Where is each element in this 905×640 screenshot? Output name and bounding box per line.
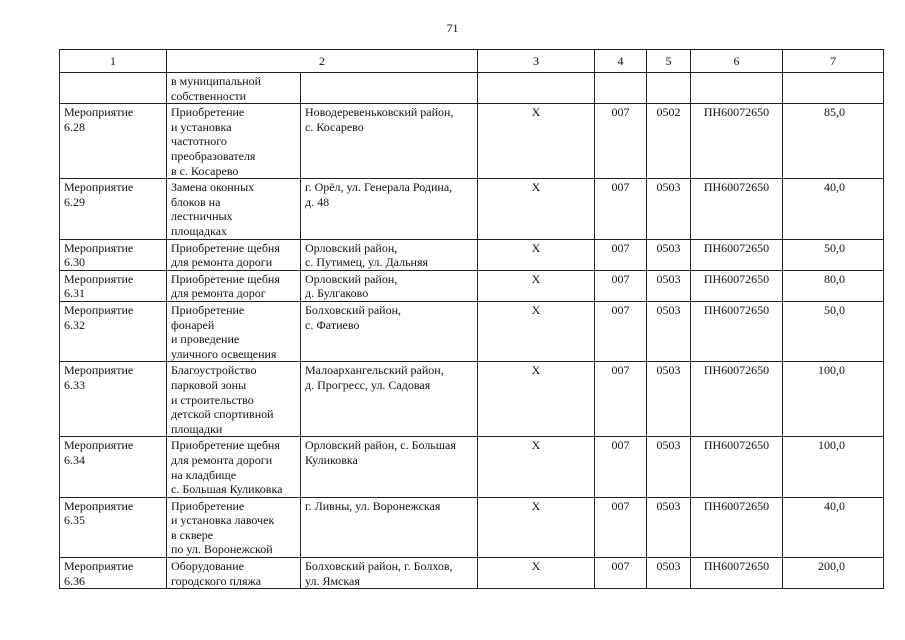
cell-place xyxy=(301,104,478,179)
text-line: Приобретение щебня xyxy=(171,271,280,286)
text-line: Куликовка xyxy=(305,452,358,467)
text-line: площадках xyxy=(171,223,228,238)
table-row xyxy=(60,239,884,270)
text-line: Мероприятие xyxy=(64,302,134,317)
cell-place xyxy=(301,301,478,361)
text-line: и проведение xyxy=(171,332,240,347)
text-line: 6.32 xyxy=(64,317,85,332)
cell-c7: 50,0 xyxy=(783,301,884,361)
header-cell: 3 xyxy=(478,50,595,73)
text-line: Орловский район, с. Большая xyxy=(305,438,456,453)
header-row xyxy=(60,50,884,73)
cell-c5: 0503 xyxy=(647,270,691,301)
budget-table xyxy=(59,49,884,589)
table-row xyxy=(60,497,884,557)
cell-name xyxy=(167,362,301,437)
cell-c7: 85,0 xyxy=(783,104,884,179)
table-row xyxy=(60,558,884,589)
page-number: 71 xyxy=(446,21,459,35)
cell-c6: ПН60072650 xyxy=(691,239,783,270)
text-line: и установка xyxy=(171,119,232,134)
cell-c7: 100,0 xyxy=(783,362,884,437)
cell-c5: 0503 xyxy=(647,362,691,437)
text-line: Приобретение xyxy=(171,498,245,513)
cell-id xyxy=(60,104,167,179)
text-line: Болховский район, xyxy=(305,302,402,317)
cell-name xyxy=(167,179,301,239)
text-line: Мероприятие xyxy=(64,105,134,120)
header-cell: 2 xyxy=(167,50,478,73)
cell-place xyxy=(301,270,478,301)
cell-c6: ПН60072650 xyxy=(691,437,783,497)
cell-place xyxy=(301,362,478,437)
text-line: площадки xyxy=(171,421,223,436)
cell-c6: ПН60072650 xyxy=(691,104,783,179)
cell-c3: Х xyxy=(478,239,595,270)
text-line: городского пляжа xyxy=(171,573,262,588)
text-line: блоков на xyxy=(171,194,221,209)
cell-c5: 0503 xyxy=(647,179,691,239)
text-line: на кладбище xyxy=(171,467,237,482)
cell-place xyxy=(301,558,478,589)
text-line: Оборудование xyxy=(171,559,244,574)
cell-c5: 0503 xyxy=(647,301,691,361)
cell-c3: Х xyxy=(478,362,595,437)
table-row xyxy=(60,437,884,497)
text-line: фонарей xyxy=(171,317,215,332)
cell-c6: ПН60072650 xyxy=(691,301,783,361)
cell-c4: 007 xyxy=(595,270,647,301)
header-cell: 7 xyxy=(783,50,884,73)
cell-c4: 007 xyxy=(595,558,647,589)
text-line: детской спортивной xyxy=(171,407,274,422)
cell-place xyxy=(301,179,478,239)
cell-c7: 50,0 xyxy=(783,239,884,270)
cell-col7 xyxy=(783,73,884,104)
cell-c7: 100,0 xyxy=(783,437,884,497)
cell-c4: 007 xyxy=(595,179,647,239)
text-line: 6.31 xyxy=(64,286,85,301)
text-line: Мероприятие xyxy=(64,498,134,513)
cell-id xyxy=(60,362,167,437)
table-row xyxy=(60,179,884,239)
cell-c7: 200,0 xyxy=(783,558,884,589)
text-line: Орловский район, xyxy=(305,271,398,286)
text-line: по ул. Воронежской xyxy=(171,542,273,557)
text-line: в муниципальной xyxy=(171,74,262,88)
cell-name xyxy=(167,104,301,179)
text-line: с. Большая Куликовка xyxy=(171,482,283,497)
cell-id xyxy=(60,73,167,104)
text-line: 6.35 xyxy=(64,513,85,528)
table-row xyxy=(60,104,884,179)
cell-c6: ПН60072650 xyxy=(691,497,783,557)
cell-c6: ПН60072650 xyxy=(691,558,783,589)
cell-col3 xyxy=(478,73,595,104)
cell-c3: Х xyxy=(478,437,595,497)
text-line: г. Ливны, ул. Воронежская xyxy=(305,498,441,513)
cell-c5: 0503 xyxy=(647,437,691,497)
text-line: Приобретение щебня xyxy=(171,438,280,453)
table-row xyxy=(60,362,884,437)
cell-c4: 007 xyxy=(595,437,647,497)
header-cell: 5 xyxy=(647,50,691,73)
cell-place xyxy=(301,497,478,557)
cell-name xyxy=(167,437,301,497)
cell-c6: ПН60072650 xyxy=(691,179,783,239)
header-cell: 1 xyxy=(60,50,167,73)
table-row xyxy=(60,301,884,361)
cell-col6 xyxy=(691,73,783,104)
cell-id xyxy=(60,558,167,589)
text-line: Новодеревеньковский район, xyxy=(305,105,454,120)
header-cell: 6 xyxy=(691,50,783,73)
text-line: Орловский район, xyxy=(305,240,398,255)
text-line: 6.36 xyxy=(64,573,85,588)
text-line: 6.34 xyxy=(64,452,85,467)
cell-place xyxy=(301,73,478,104)
text-line: с. Косарево xyxy=(305,119,364,134)
text-line: д. 48 xyxy=(305,194,330,209)
text-line: Мероприятие xyxy=(64,271,134,286)
text-line: Мероприятие xyxy=(64,438,134,453)
cell-c5: 0503 xyxy=(647,497,691,557)
cell-name xyxy=(167,73,301,104)
text-line: Замена оконных xyxy=(171,180,255,195)
cell-name xyxy=(167,558,301,589)
cell-id xyxy=(60,239,167,270)
text-line: Малоархангельский район, xyxy=(305,363,444,378)
text-line: с. Фатиево xyxy=(305,317,360,332)
text-line: собственности xyxy=(171,88,247,103)
cell-place xyxy=(301,239,478,270)
text-line: 6.28 xyxy=(64,119,85,134)
text-line: Приобретение xyxy=(171,105,245,120)
cell-c5: 0503 xyxy=(647,239,691,270)
cell-id xyxy=(60,301,167,361)
text-line: частотного xyxy=(171,134,227,149)
cell-c4: 007 xyxy=(595,239,647,270)
cell-c5: 0502 xyxy=(647,104,691,179)
text-line: Благоустройство xyxy=(171,363,257,378)
text-line: для ремонта дороги xyxy=(171,452,273,467)
cell-c7: 80,0 xyxy=(783,270,884,301)
cell-place xyxy=(301,437,478,497)
text-line: д. Прогресс, ул. Садовая xyxy=(305,377,431,392)
text-line: 6.30 xyxy=(64,255,85,270)
header-cell: 4 xyxy=(595,50,647,73)
cell-id xyxy=(60,497,167,557)
cell-c3: Х xyxy=(478,104,595,179)
cell-c4: 007 xyxy=(595,497,647,557)
cell-col4 xyxy=(595,73,647,104)
text-line: для ремонта дороги xyxy=(171,255,273,270)
cell-name xyxy=(167,239,301,270)
cell-c7: 40,0 xyxy=(783,179,884,239)
text-line: и установка лавочек xyxy=(171,513,275,528)
text-line: Приобретение щебня xyxy=(171,240,280,255)
cell-c3: Х xyxy=(478,497,595,557)
cell-id xyxy=(60,270,167,301)
cell-c6: ПН60072650 xyxy=(691,362,783,437)
text-line: в с. Косарево xyxy=(171,163,239,178)
cell-id xyxy=(60,437,167,497)
cell-name xyxy=(167,270,301,301)
text-line: Болховский район, г. Болхов, xyxy=(305,559,453,574)
text-line: лестничных xyxy=(171,209,233,224)
text-line: г. Орёл, ул. Генерала Родина, xyxy=(305,180,453,195)
cell-c4: 007 xyxy=(595,301,647,361)
cell-name xyxy=(167,497,301,557)
text-line: 6.29 xyxy=(64,194,85,209)
text-line: Мероприятие xyxy=(64,559,134,574)
cell-c7: 40,0 xyxy=(783,497,884,557)
text-line: и строительство xyxy=(171,392,254,407)
cell-col5 xyxy=(647,73,691,104)
table-row xyxy=(60,270,884,301)
text-line: Мероприятие xyxy=(64,180,134,195)
text-line: для ремонта дорог xyxy=(171,286,266,301)
cell-c3: Х xyxy=(478,270,595,301)
cell-id xyxy=(60,179,167,239)
cell-name xyxy=(167,301,301,361)
text-line: Мероприятие xyxy=(64,363,134,378)
text-line: Приобретение xyxy=(171,302,245,317)
cell-c5: 0503 xyxy=(647,558,691,589)
cell-c3: Х xyxy=(478,179,595,239)
cell-c4: 007 xyxy=(595,362,647,437)
text-line: Мероприятие xyxy=(64,240,134,255)
text-line: преобразователя xyxy=(171,148,256,163)
text-line: д. Булгаково xyxy=(305,286,369,301)
text-line: в сквере xyxy=(171,527,214,542)
cell-c6: ПН60072650 xyxy=(691,270,783,301)
text-line: парковой зоны xyxy=(171,377,247,392)
cell-c4: 007 xyxy=(595,104,647,179)
continuation-row xyxy=(60,73,884,104)
text-line: ул. Ямская xyxy=(305,573,360,588)
text-line: с. Путимец, ул. Дальняя xyxy=(305,255,428,270)
cell-c3: Х xyxy=(478,301,595,361)
cell-c3: Х xyxy=(478,558,595,589)
text-line: 6.33 xyxy=(64,377,85,392)
text-line: уличного освещения xyxy=(171,346,277,361)
